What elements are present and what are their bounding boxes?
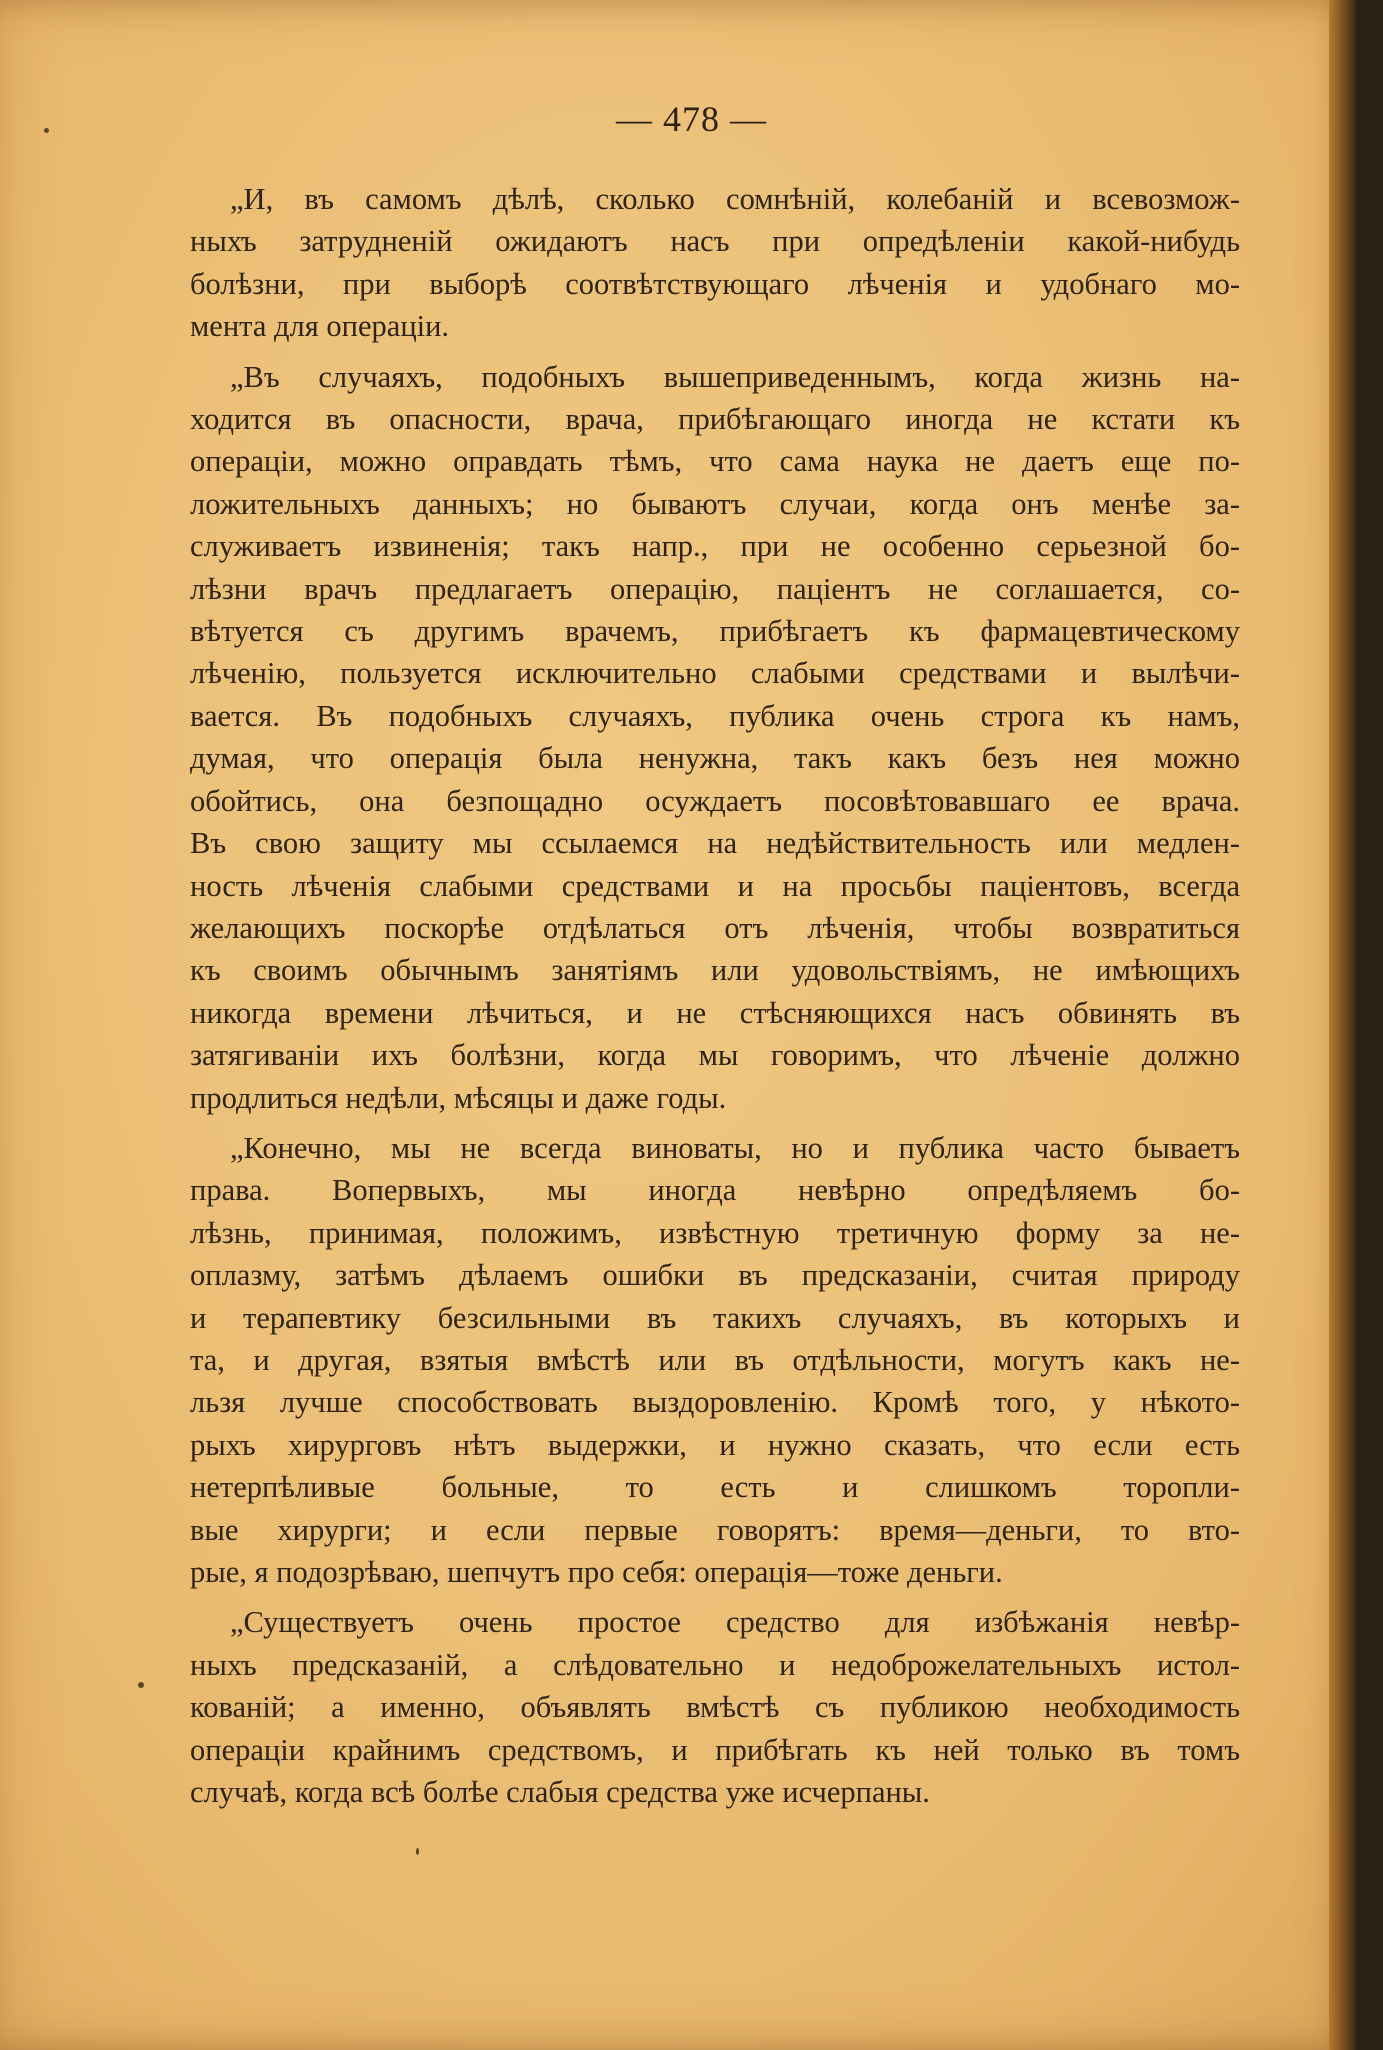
text-line: операціи крайнимъ средствомъ, и прибѣгать къ ней только въ томъ bbox=[190, 1732, 1240, 1767]
ink-speck bbox=[416, 1848, 419, 1855]
text-line: „Въ случаяхъ, подобныхъ вышеприведеннымъ, когда жизнь на- bbox=[230, 359, 1240, 394]
text-line: нетерпѣливые больные, то есть и слишкомъ торопли- bbox=[190, 1470, 1240, 1505]
text-line: вые хирурги; и если первые говорятъ: время—деньги, то вто- bbox=[190, 1512, 1240, 1547]
text-line: ложительныхъ данныхъ; но бываютъ случаи, когда онъ менѣе за- bbox=[190, 486, 1240, 521]
text-line: „И, въ самомъ дѣлѣ, сколько сомнѣній, колебаній и всевозмож- bbox=[230, 182, 1240, 216]
text-line: Въ свою защиту мы ссылаемся на недѣйствительность или медлен- bbox=[190, 826, 1240, 861]
paragraph bbox=[190, 1127, 1240, 1593]
text-line: ходится въ опасности, врача, прибѣгающаго иногда не кстати къ bbox=[190, 402, 1240, 437]
text-line: желающихъ поскорѣе отдѣлаться отъ лѣченія, чтобы возвратиться bbox=[190, 910, 1240, 945]
text-line: служиваетъ извиненія; такъ напр., при не особенно серьезной бо- bbox=[190, 529, 1240, 564]
text-line: случаѣ, когда всѣ болѣе слабыя средства уже исчерпаны. bbox=[190, 1775, 930, 1810]
text-line: обойтись, она безпощадно осуждаетъ посовѣтовавшаго ее врача. bbox=[190, 783, 1240, 818]
text-line: рыхъ хирурговъ нѣтъ выдержки, и нужно сказать, что если есть bbox=[190, 1427, 1240, 1462]
text-line: „Конечно, мы не всегда виноваты, но и публика часто бываетъ bbox=[230, 1130, 1240, 1165]
text-line: и терапевтику безсильными въ такихъ случаяхъ, въ которыхъ и bbox=[190, 1300, 1240, 1335]
ink-speck bbox=[138, 1682, 144, 1688]
text-line: операціи, можно оправдать тѣмъ, что сама наука не даетъ еще по- bbox=[190, 444, 1240, 479]
text-line: ныхъ затрудненій ожидаютъ насъ при опредѣленіи какой-нибудь bbox=[190, 224, 1240, 259]
paragraph bbox=[190, 356, 1240, 1119]
text-line: мента для операціи. bbox=[190, 309, 450, 344]
text-line: ныхъ предсказаній, а слѣдовательно и недоброжелательныхъ истол- bbox=[190, 1647, 1240, 1682]
text-line: никогда времени лѣчиться, и не стѣсняющихся насъ обвинять въ bbox=[190, 995, 1240, 1030]
text-line: лѣзнь, принимая, положимъ, извѣстную третичную форму за не- bbox=[190, 1215, 1240, 1250]
text-line: лѣзни врачъ предлагаетъ операцію, паціентъ не соглашается, со- bbox=[190, 571, 1240, 606]
text-line: вѣтуется съ другимъ врачемъ, прибѣгаетъ къ фармацевтическому bbox=[190, 614, 1240, 649]
text-line: къ своимъ обычнымъ занятіямъ или удовольствіямъ, не имѣющихъ bbox=[190, 953, 1240, 988]
text-line: ность лѣченія слабыми средствами и на просьбы паціентовъ, всегда bbox=[190, 868, 1240, 903]
page-number: — 478 — bbox=[616, 99, 767, 139]
paragraph bbox=[190, 178, 1240, 348]
text-line: продлиться недѣли, мѣсяцы и даже годы. bbox=[190, 1080, 727, 1115]
paragraph bbox=[190, 1601, 1240, 1813]
text-line: кованій; а именно, объявлять вмѣстѣ съ публикою необходимость bbox=[190, 1690, 1240, 1725]
text-line: думая, что операція была ненужна, такъ какъ безъ нея можно bbox=[190, 741, 1240, 776]
text-line: льзя лучше способствовать выздоровленію. Кромѣ того, у нѣкото- bbox=[190, 1385, 1240, 1420]
text-line: оплазму, затѣмъ дѣлаемъ ошибки въ предсказаніи, считая природу bbox=[190, 1258, 1240, 1293]
text-line: лѣченію, пользуется исключительно слабыми средствами и вылѣчи- bbox=[190, 656, 1240, 691]
text-line: рые, я подозрѣваю, шепчутъ про себя: операція—тоже деньги. bbox=[190, 1555, 1003, 1589]
text-line: права. Вопервыхъ, мы иногда невѣрно опредѣляемъ бо- bbox=[190, 1173, 1240, 1208]
text-line: та, и другая, взятыя вмѣстѣ или въ отдѣльности, могутъ какъ не- bbox=[190, 1342, 1240, 1377]
text-line: болѣзни, при выборѣ соотвѣтствующаго лѣченія и удобнаго мо- bbox=[190, 266, 1240, 301]
text-line: вается. Въ подобныхъ случаяхъ, публика очень строга къ намъ, bbox=[190, 698, 1240, 733]
text-line: „Существуетъ очень простое средство для избѣжанія невѣр- bbox=[230, 1605, 1240, 1640]
ink-speck bbox=[44, 128, 49, 133]
page-edge bbox=[1329, 0, 1356, 2050]
page-body bbox=[190, 178, 1240, 1821]
text-line: затягиваніи ихъ болѣзни, когда мы говоримъ, что лѣченіе должно bbox=[190, 1038, 1240, 1073]
